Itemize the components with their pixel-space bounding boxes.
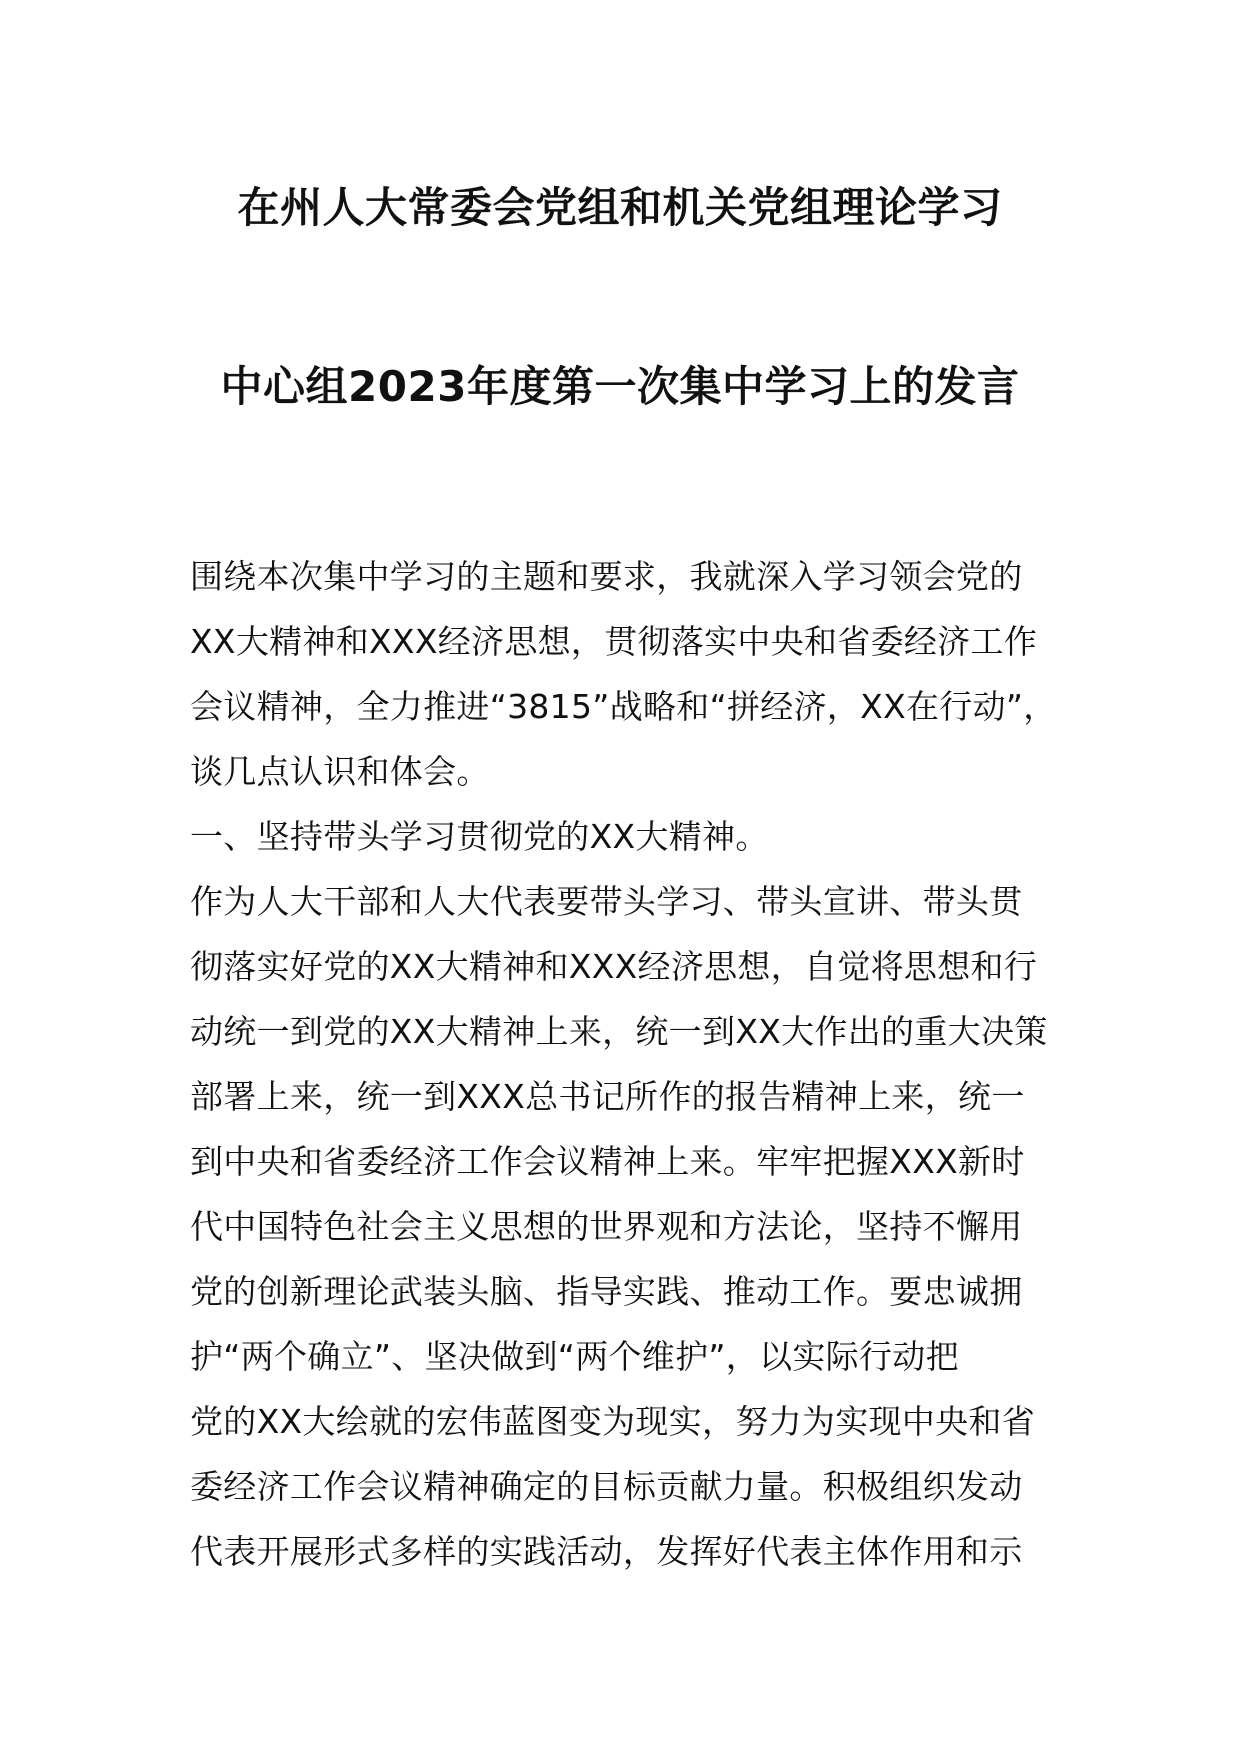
body-line: 代表开展形式多样的实践活动，发挥好代表主体作用和示	[190, 1532, 1023, 1571]
body-line: 动统一到党的XX大精神上来，统一到XX大作出的重大决策	[190, 1012, 1048, 1051]
body-line: 作为人大干部和人大代表要带头学习、带头宣讲、带头贯	[190, 882, 1023, 921]
body-line: 彻落实好党的XX大精神和XXX经济思想，自觉将思想和行	[190, 947, 1038, 986]
body-line: 代中国特色社会主义思想的世界观和方法论，坚持不懈用	[190, 1207, 1023, 1246]
document-body	[190, 544, 1080, 1584]
body-line: 党的XX大绘就的宏伟蓝图变为现实，努力为实现中央和省	[190, 1402, 1036, 1441]
body-line: 谈几点认识和体会。	[190, 752, 490, 791]
section-heading: 一、坚持带头学习贯彻党的XX大精神。	[190, 817, 769, 856]
body-line: 部署上来，统一到XXX总书记所作的报告精神上来，统一	[190, 1077, 1025, 1116]
body-line: 到中央和省委经济工作会议精神上来。牢牢把握XXX新时	[190, 1142, 1025, 1181]
body-line: 党的创新理论武装头脑、指导实践、推动工作。要忠诚拥	[190, 1272, 1023, 1311]
body-line: 护“两个确立”、坚决做到“两个维护”，以实际行动把	[190, 1337, 959, 1376]
body-line: 委经济工作会议精神确定的目标贡献力量。积极组织发动	[190, 1467, 1023, 1506]
document-title-line-1: 在州人大常委会党组和机关党组理论学习	[237, 183, 1003, 232]
document-title-line-2: 中心组2023年度第一次集中学习上的发言	[220, 362, 1020, 411]
body-line: XX大精神和XXX经济思想，贯彻落实中央和省委经济工作	[190, 622, 1038, 661]
body-line: 围绕本次集中学习的主题和要求，我就深入学习领会党的	[190, 557, 1023, 596]
body-line: 会议精神，全力推进“3815”战略和“拼经济，XX在行动”，	[190, 687, 1057, 726]
